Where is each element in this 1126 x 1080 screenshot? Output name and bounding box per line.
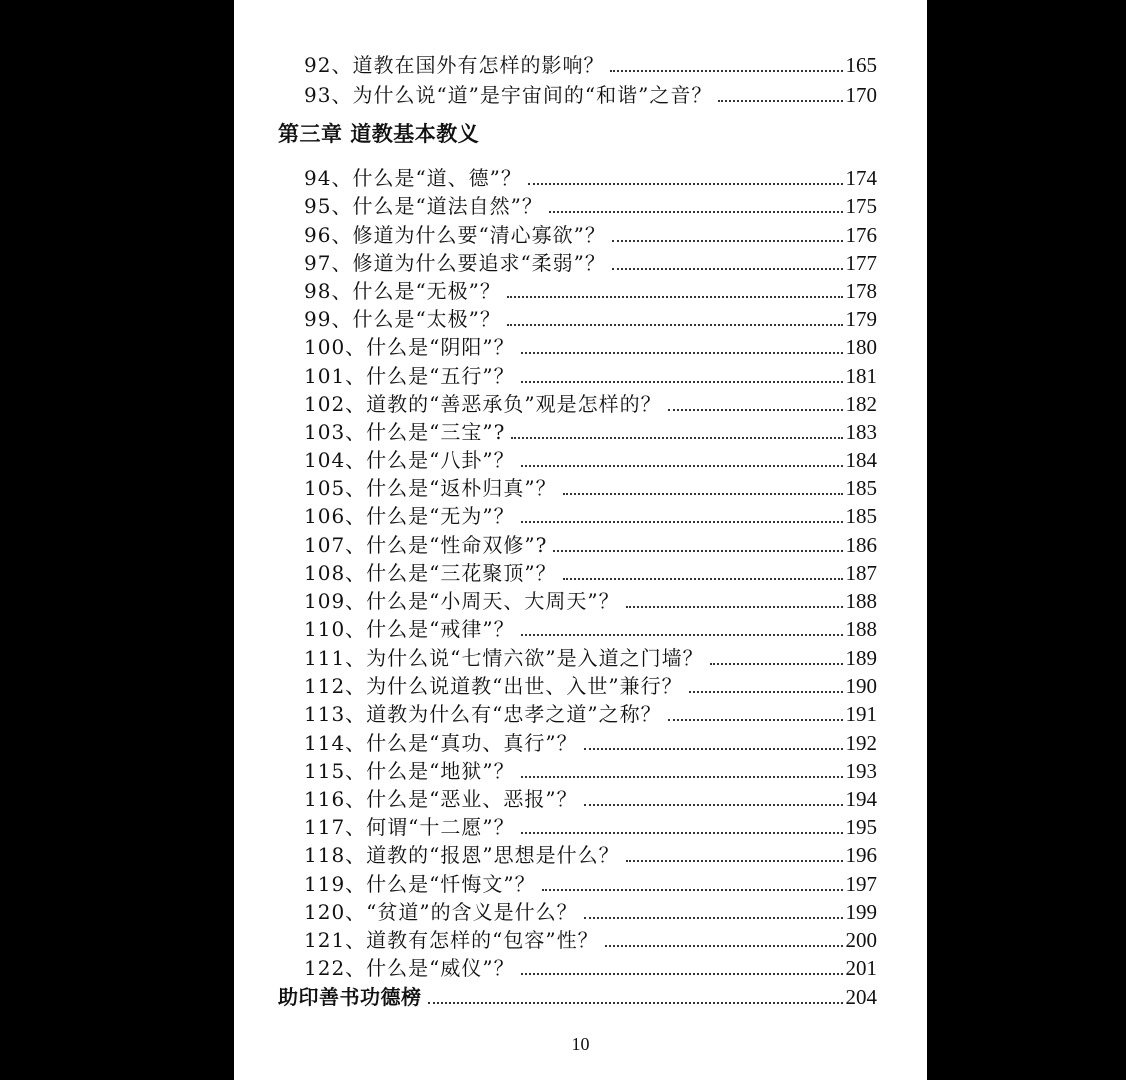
dot-leader [521,831,843,834]
dot-leader [521,633,843,636]
toc-entry [304,728,877,756]
toc-entry [304,361,877,389]
toc-entry-title: 116、什么是“恶业、恶报”？ [304,787,578,811]
toc-entry-title: 122、什么是“威仪”？ [304,956,515,980]
toc-entry-title: 102、道教的“善恶承负”观是怎样的？ [304,392,662,416]
toc-entry [304,473,877,501]
toc-entry-page: 180 [845,335,877,359]
toc-entry-title: 97、修道为什么要追求“柔弱”？ [304,251,606,275]
dot-leader [521,775,843,778]
toc-entry-title: 104、什么是“八卦”？ [304,448,515,472]
toc-entry-title: 106、什么是“无为”？ [304,504,515,528]
dot-leader [528,182,843,185]
toc-entry [304,530,877,558]
toc-entry [304,812,877,840]
toc-entry [304,784,877,812]
toc-entry-title: 115、什么是“地狱”？ [304,759,515,783]
toc-entry-title: 105、什么是“返朴归真”？ [304,476,557,500]
dot-leader [612,267,843,270]
dot-leader [605,944,843,947]
toc-entry-page: 196 [845,843,877,867]
toc-entry-page: 183 [845,420,877,444]
dot-leader [549,210,843,213]
dot-leader [626,859,843,862]
toc-entry-page: 199 [845,900,877,924]
toc-entry [304,501,877,529]
toc-entry [304,953,877,981]
dot-leader [563,492,843,495]
toc-entry-page: 201 [845,956,877,980]
toc-entry [304,925,877,953]
toc-entry-title: 103、什么是“三宝”? [304,420,506,444]
toc-entry [304,671,877,699]
toc-entry-title: 117、何谓“十二愿”？ [304,815,515,839]
toc-entry-title: 95、什么是“道法自然”？ [304,194,543,218]
toc-entry-page: 178 [845,279,877,303]
toc-entry-title: 120、“贫道”的含义是什么？ [304,900,578,924]
toc-entry-title: 100、什么是“阴阳”？ [304,335,515,359]
toc-entry-title: 118、道教的“报恩”思想是什么？ [304,843,620,867]
toc-entry-page: 176 [845,223,877,247]
toc-entry [304,445,877,473]
toc-entry-page: 192 [845,731,877,755]
toc-entry [304,332,877,360]
dot-leader [521,520,843,523]
toc-entry [304,699,877,727]
toc-final-entry [278,982,877,1010]
toc-entry-page: 190 [845,674,877,698]
toc-entry-page: 197 [845,872,877,896]
toc-entry-page: 194 [845,787,877,811]
toc-entry-page: 174 [845,166,877,190]
toc-entry-title: 114、什么是“真功、真行”？ [304,731,578,755]
document-page [234,0,927,1080]
toc-entry-page: 177 [845,251,877,275]
toc-entry [304,417,877,445]
toc-entry [304,840,877,868]
toc-entry-page: 181 [845,364,877,388]
toc-entry-page: 184 [845,448,877,472]
toc-entry-title: 111、为什么说“七情六欲”是入道之门墙？ [304,646,704,670]
dot-leader [584,803,843,806]
dot-leader [668,408,843,411]
toc-entry [304,163,877,191]
toc-entry-title: 113、道教为什么有“忠孝之道”之称？ [304,702,662,726]
toc-entry-title: 110、什么是“戒律”？ [304,617,515,641]
dot-leader [710,662,843,665]
toc-entry-title: 92、道教在国外有怎样的影响？ [304,53,605,77]
toc-entry-page: 188 [845,617,877,641]
toc-entry-title: 108、什么是“三花聚顶”？ [304,561,557,585]
toc-entry-page: 170 [845,83,877,107]
dot-leader [428,1001,843,1004]
toc-entry-page: 191 [845,702,877,726]
toc-entry-page: 195 [845,815,877,839]
dot-leader [521,972,843,975]
toc-entry-page: 187 [845,561,877,585]
toc-entry [304,389,877,417]
toc-entry-title: 112、为什么说道教“出世、入世”兼行？ [304,674,683,698]
toc-entry [304,614,877,642]
toc-entry [304,869,877,897]
toc-entry [304,80,877,108]
dot-leader [612,239,843,242]
toc-entry [304,191,877,219]
toc-entry [304,248,877,276]
dot-leader [689,690,843,693]
toc-entry [304,756,877,784]
toc-entry-page: 165 [845,53,877,77]
toc-entry-title: 107、什么是“性命双修”? [304,533,548,557]
dot-leader [521,464,843,467]
dot-leader [584,747,843,750]
dot-leader [610,69,842,72]
toc-entry-title: 109、什么是“小周天、大周天”？ [304,589,620,613]
toc-entry [304,897,877,925]
toc-entry [304,220,877,248]
dot-leader [542,888,843,891]
dot-leader [626,605,843,608]
dot-leader [521,380,843,383]
toc-entry-page: 188 [845,589,877,613]
toc-entry-page: 186 [845,533,877,557]
toc-entry-page: 185 [845,476,877,500]
dot-leader [507,323,843,326]
toc-entry-page: 200 [845,928,877,952]
toc-entry-title: 98、什么是“无极”？ [304,279,501,303]
toc-entry [304,643,877,671]
toc-entry-title: 96、修道为什么要“清心寡欲”？ [304,223,606,247]
toc-entry [304,50,877,78]
dot-leader [507,295,843,298]
toc-entry [304,586,877,614]
toc-entry-title: 119、什么是“忏悔文”？ [304,872,536,896]
dot-leader [718,99,842,102]
toc-entry-title: 助印善书功德榜 [278,985,422,1009]
dot-leader [521,351,843,354]
toc-entry [304,304,877,332]
toc-entry-page: 193 [845,759,877,783]
toc-entry [304,276,877,304]
dot-leader [668,718,843,721]
toc-entry-title: 121、道教有怎样的“包容”性？ [304,928,599,952]
dot-leader [511,436,842,439]
chapter-heading: 第三章 道教基本教义 [278,122,480,146]
toc-entry [304,558,877,586]
toc-entry-page: 204 [845,985,877,1009]
dot-leader [563,577,843,580]
toc-entry-page: 182 [845,392,877,416]
page-number: 10 [571,1034,590,1054]
toc-entry-page: 175 [845,194,877,218]
toc-entry-title: 101、什么是“五行”？ [304,364,515,388]
toc-entry-page: 189 [845,646,877,670]
toc-entry-title: 94、什么是“道、德”？ [304,166,522,190]
dot-leader [584,916,843,919]
dot-leader [553,549,842,552]
toc-entry-title: 99、什么是“太极”？ [304,307,501,331]
toc-entry-page: 185 [845,504,877,528]
toc-entry-title: 93、为什么说“道”是宇宙间的“和谐”之音？ [304,83,713,107]
toc-entry-page: 179 [845,307,877,331]
